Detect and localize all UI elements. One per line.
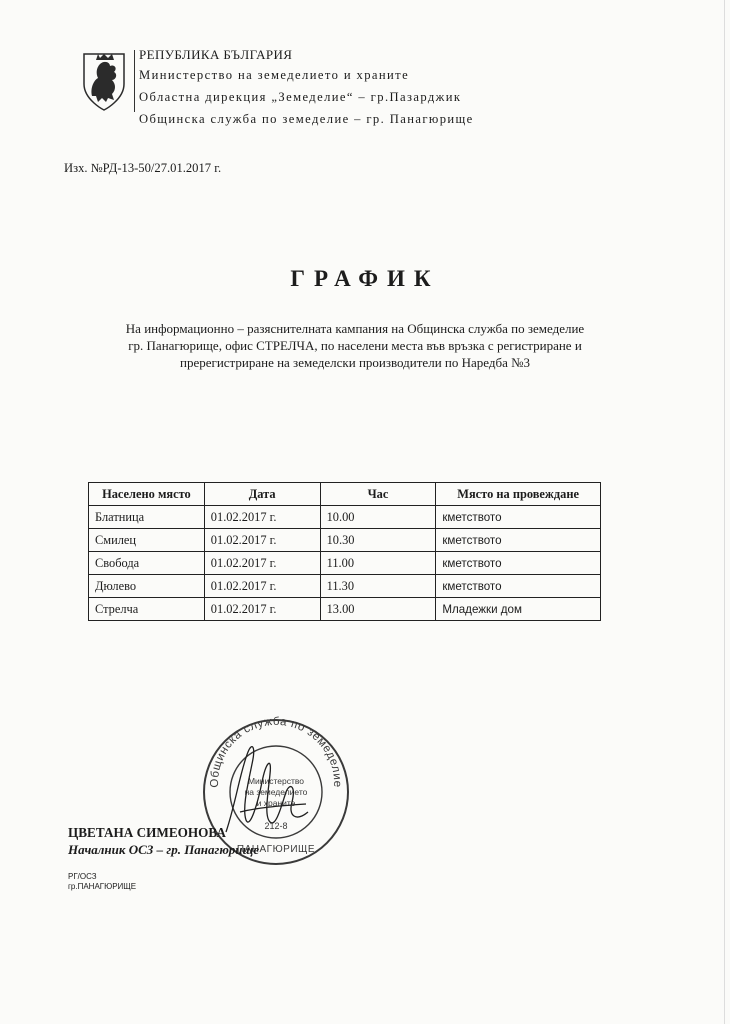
stamp-city: ПАНАГЮРИЩЕ xyxy=(236,844,316,855)
stamp-inner-line: и храните xyxy=(256,798,296,808)
header-settlement: Населено място xyxy=(89,483,205,506)
reference-number: Изх. №РД-13-50/27.01.2017 г. xyxy=(64,161,222,175)
cell-venue: кметството xyxy=(436,575,601,598)
signer-name: ЦВЕТАНА СИМЕОНОВА xyxy=(68,825,226,840)
table-header-row xyxy=(89,483,601,506)
table-row xyxy=(89,529,601,552)
cell-time: 13.00 xyxy=(320,598,436,621)
table-row xyxy=(89,598,601,621)
cell-venue: Младежки дом xyxy=(436,598,601,621)
table-row xyxy=(89,506,601,529)
cell-date: 01.02.2017 г. xyxy=(204,552,320,575)
cell-time: 11.30 xyxy=(320,575,436,598)
subtitle-line: пререгистриране на земеделски производители по Наредба №3 xyxy=(179,355,531,370)
table-row xyxy=(89,552,601,575)
document-title: ГРАФИК xyxy=(290,266,440,291)
table-row xyxy=(89,575,601,598)
letterhead-country: РЕПУБЛИКА БЪЛГАРИЯ xyxy=(139,47,293,62)
cell-date: 01.02.2017 г. xyxy=(204,598,320,621)
cell-venue: кметството xyxy=(436,506,601,529)
cell-venue: кметството xyxy=(436,552,601,575)
subtitle-line: гр. Панагюрище, офис СТРЕЛЧА, по населени места във връзка с регистриране и xyxy=(128,338,582,353)
footer-department: РГ/ОСЗ xyxy=(68,872,97,881)
cell-settlement: Блатница xyxy=(89,506,205,529)
stamp-code: 212-8 xyxy=(264,821,288,831)
cell-date: 01.02.2017 г. xyxy=(204,575,320,598)
signer-role: Началник ОСЗ – гр. Панагюрище xyxy=(68,842,260,857)
letterhead-office: Общинска служба по земеделие – гр. Панагюрище xyxy=(139,112,474,126)
cell-date: 01.02.2017 г. xyxy=(204,529,320,552)
cell-time: 10.30 xyxy=(320,529,436,552)
letterhead-ministry: Министерство на земеделието и храните xyxy=(139,68,410,82)
letterhead-divider xyxy=(134,50,135,112)
cell-time: 11.00 xyxy=(320,552,436,575)
cell-settlement: Свобода xyxy=(89,552,205,575)
header-date: Дата xyxy=(204,483,320,506)
header-time: Час xyxy=(320,483,436,506)
footer-city: гр.ПАНАГЮРИЩЕ xyxy=(68,882,137,891)
cell-settlement: Дюлево xyxy=(89,575,205,598)
cell-venue: кметството xyxy=(436,529,601,552)
letterhead-directorate: Областна дирекция „Земеделие“ – гр.Пазарджик xyxy=(139,90,462,104)
schedule-table xyxy=(88,482,601,621)
stamp-inner-line: на земеделието xyxy=(244,787,308,797)
stamp-ring-text: Общинска служба по земеделие xyxy=(208,715,344,788)
stamp-inner-line: Министерство xyxy=(247,776,305,786)
coat-of-arms-icon xyxy=(78,50,130,114)
cell-date: 01.02.2017 г. xyxy=(204,506,320,529)
document-subtitle xyxy=(90,320,620,371)
header-venue: Място на провеждане xyxy=(436,483,601,506)
cell-settlement: Смилец xyxy=(89,529,205,552)
subtitle-line: На информационно – разяснителната кампания на Общинска служба по земеделие xyxy=(125,321,585,336)
cell-time: 10.00 xyxy=(320,506,436,529)
cell-settlement: Стрелча xyxy=(89,598,205,621)
scan-edge xyxy=(724,0,725,1024)
